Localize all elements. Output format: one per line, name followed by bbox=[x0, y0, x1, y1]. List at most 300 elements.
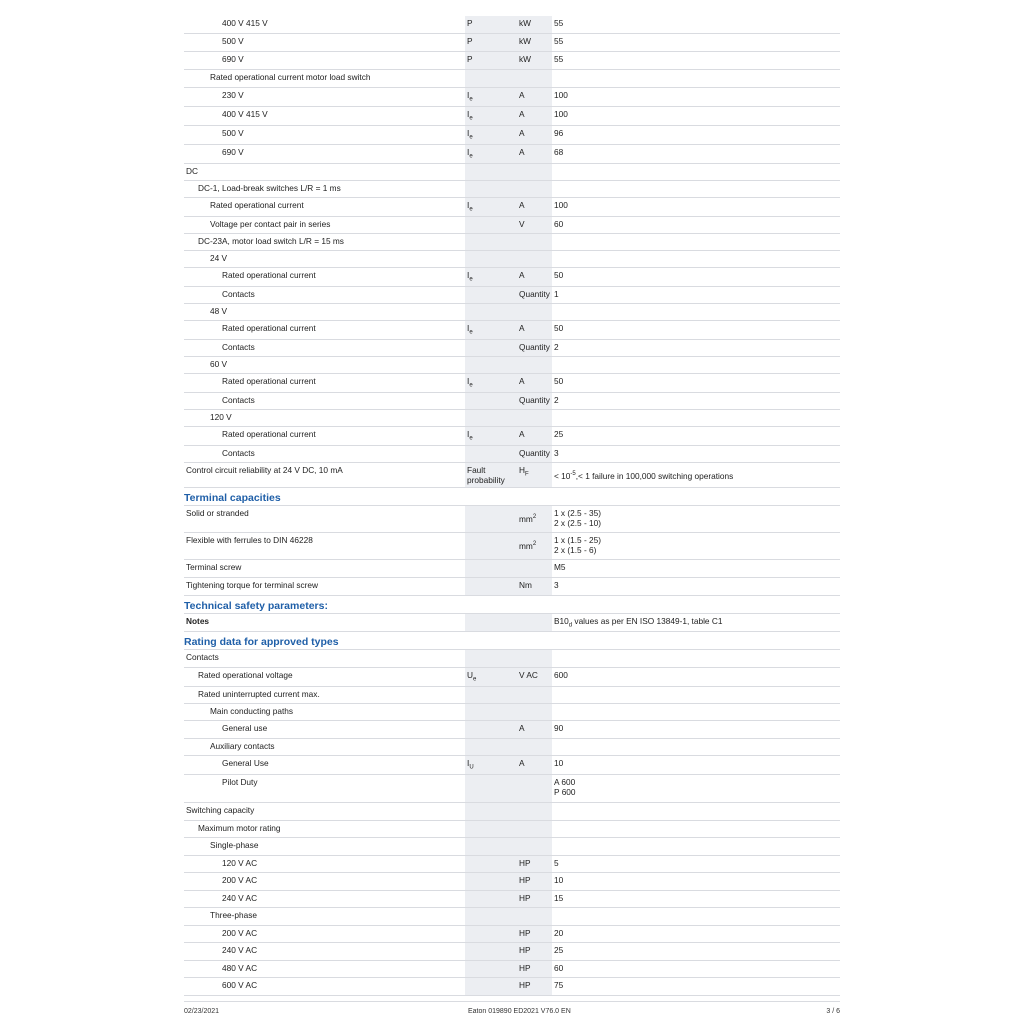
value-text: 5 bbox=[554, 858, 559, 868]
row-label: Three-phase bbox=[210, 910, 258, 920]
subscript: e bbox=[469, 329, 473, 336]
value-text: 2 bbox=[554, 395, 559, 405]
value-text: 96 bbox=[554, 128, 564, 138]
row-symbol bbox=[465, 506, 517, 532]
unit-text: HP bbox=[519, 875, 531, 885]
table-row bbox=[184, 52, 840, 70]
unit-text: kW bbox=[519, 18, 531, 28]
table-row bbox=[184, 578, 840, 596]
row-unit bbox=[517, 181, 552, 197]
unit-text: HP bbox=[519, 858, 531, 868]
table-row bbox=[184, 287, 840, 304]
row-value bbox=[552, 803, 840, 820]
row-unit bbox=[517, 340, 552, 356]
row-unit bbox=[517, 856, 552, 872]
value-text: 25 bbox=[554, 945, 564, 955]
unit-text: HP bbox=[519, 963, 531, 973]
row-unit bbox=[517, 943, 552, 960]
row-label: Rated uninterrupted current max. bbox=[198, 689, 320, 699]
row-value bbox=[552, 891, 840, 907]
row-unit bbox=[517, 961, 552, 977]
table-row bbox=[184, 88, 840, 107]
unit-text: H bbox=[519, 465, 525, 475]
row-unit bbox=[517, 427, 552, 445]
row-value bbox=[552, 961, 840, 977]
row-symbol bbox=[465, 357, 517, 373]
row-value bbox=[552, 775, 840, 802]
table-row bbox=[184, 614, 840, 632]
value-text: 1 x (2.5 - 35) bbox=[554, 508, 602, 518]
value-line-2: 2 x (1.5 - 6) bbox=[554, 545, 597, 555]
row-unit bbox=[517, 410, 552, 426]
symbol-text: P bbox=[467, 36, 473, 46]
unit-text: Quantity bbox=[519, 448, 550, 458]
value-tail: ,< 1 failure in 100,000 switching operations bbox=[575, 470, 734, 481]
value-text: 50 bbox=[554, 376, 564, 386]
row-unit bbox=[517, 393, 552, 409]
row-symbol bbox=[465, 775, 517, 802]
table-row bbox=[184, 873, 840, 891]
row-label: Contacts bbox=[186, 652, 219, 662]
row-value bbox=[552, 52, 840, 69]
row-unit bbox=[517, 34, 552, 51]
row-unit bbox=[517, 164, 552, 180]
row-label: Voltage per contact pair in series bbox=[210, 219, 331, 229]
table-row bbox=[184, 410, 840, 427]
row-label: Rated operational voltage bbox=[198, 670, 293, 680]
symbol-text: P bbox=[467, 18, 473, 28]
symbol-text: I bbox=[467, 323, 470, 333]
row-symbol bbox=[465, 668, 517, 686]
row-label: DC bbox=[186, 166, 198, 176]
row-value bbox=[552, 650, 840, 667]
table-row bbox=[184, 393, 840, 410]
value-text: 55 bbox=[554, 54, 564, 64]
row-unit bbox=[517, 926, 552, 942]
row-label: Rated operational current bbox=[222, 323, 316, 333]
row-value bbox=[552, 304, 840, 320]
row-label: Tightening torque for terminal screw bbox=[186, 580, 319, 590]
subscript: e bbox=[469, 115, 473, 122]
table-row bbox=[184, 891, 840, 908]
row-unit bbox=[517, 88, 552, 106]
table-row bbox=[184, 856, 840, 873]
row-symbol bbox=[465, 410, 517, 426]
row-value bbox=[552, 287, 840, 303]
section-heading-rating-data: Rating data for approved types bbox=[184, 632, 840, 650]
row-symbol bbox=[465, 961, 517, 977]
row-value bbox=[552, 126, 840, 144]
row-value bbox=[552, 943, 840, 960]
unit-text: HP bbox=[519, 945, 531, 955]
row-label: General Use bbox=[222, 758, 269, 768]
superscript: 2 bbox=[532, 514, 537, 520]
unit-text: A bbox=[519, 270, 525, 280]
row-value bbox=[552, 446, 840, 462]
row-symbol bbox=[465, 926, 517, 942]
row-value bbox=[552, 614, 840, 631]
row-symbol bbox=[465, 251, 517, 267]
row-value bbox=[552, 821, 840, 837]
unit-text: A bbox=[519, 147, 525, 157]
row-value bbox=[552, 668, 840, 686]
value-text: 1 x (1.5 - 25) bbox=[554, 535, 602, 545]
row-unit bbox=[517, 374, 552, 392]
row-unit bbox=[517, 775, 552, 802]
row-label: Rated operational current bbox=[222, 429, 316, 439]
symbol-text: I bbox=[467, 376, 470, 386]
unit-text: Quantity bbox=[519, 395, 550, 405]
unit-text: A bbox=[519, 200, 525, 210]
subscript: F bbox=[525, 471, 529, 478]
row-unit bbox=[517, 533, 552, 559]
row-unit bbox=[517, 704, 552, 720]
table-row bbox=[184, 533, 840, 560]
row-unit bbox=[517, 126, 552, 144]
row-label: Contacts bbox=[222, 395, 255, 405]
row-symbol bbox=[465, 181, 517, 197]
symbol-text: I bbox=[467, 429, 470, 439]
row-symbol bbox=[465, 891, 517, 907]
row-value bbox=[552, 427, 840, 445]
row-unit bbox=[517, 287, 552, 303]
symbol-text: P bbox=[467, 54, 473, 64]
row-symbol bbox=[465, 374, 517, 392]
row-symbol bbox=[465, 463, 517, 487]
row-value bbox=[552, 704, 840, 720]
row-value bbox=[552, 34, 840, 51]
row-unit bbox=[517, 756, 552, 774]
table-row bbox=[184, 268, 840, 287]
row-label: 690 V bbox=[222, 54, 244, 64]
value-text: 2 bbox=[554, 342, 559, 352]
table-row bbox=[184, 908, 840, 926]
row-label: Flexible with ferrules to DIN 46228 bbox=[186, 535, 313, 545]
row-symbol bbox=[465, 321, 517, 339]
row-label: Auxiliary contacts bbox=[210, 741, 275, 751]
subscript: e bbox=[469, 134, 473, 141]
row-label: Switching capacity bbox=[186, 805, 255, 815]
row-value bbox=[552, 739, 840, 755]
page-footer bbox=[184, 1001, 840, 1015]
row-label: 24 V bbox=[210, 253, 228, 263]
superscript: -5 bbox=[570, 471, 576, 477]
subscript: e bbox=[469, 435, 473, 442]
unit-text: mm bbox=[519, 540, 533, 551]
row-unit bbox=[517, 873, 552, 890]
table-row bbox=[184, 803, 840, 821]
technical-safety-table bbox=[184, 614, 840, 632]
row-value bbox=[552, 145, 840, 163]
rating-data-table bbox=[184, 650, 840, 996]
table-row bbox=[184, 70, 840, 88]
table-row bbox=[184, 16, 840, 34]
symbol-text: I bbox=[467, 128, 470, 138]
value-text: 100 bbox=[554, 90, 568, 100]
unit-text: A bbox=[519, 723, 525, 733]
value-text: 100 bbox=[554, 109, 568, 119]
symbol-text: Fault probability bbox=[467, 465, 505, 485]
value-text: 75 bbox=[554, 980, 564, 990]
table-row bbox=[184, 34, 840, 52]
symbol-text: I bbox=[467, 200, 470, 210]
table-row bbox=[184, 427, 840, 446]
row-unit bbox=[517, 891, 552, 907]
row-symbol bbox=[465, 739, 517, 755]
row-label: Maximum motor rating bbox=[198, 823, 281, 833]
table-row bbox=[184, 145, 840, 164]
row-symbol bbox=[465, 803, 517, 820]
row-unit bbox=[517, 217, 552, 233]
row-symbol bbox=[465, 560, 517, 577]
table-row bbox=[184, 978, 840, 996]
row-label: 400 V 415 V bbox=[222, 18, 268, 28]
unit-text: Quantity bbox=[519, 342, 550, 352]
row-symbol bbox=[465, 856, 517, 872]
value-text: 50 bbox=[554, 323, 564, 333]
subscript: e bbox=[469, 276, 473, 283]
row-symbol bbox=[465, 978, 517, 995]
row-unit bbox=[517, 304, 552, 320]
row-value bbox=[552, 16, 840, 33]
table-row bbox=[184, 838, 840, 856]
unit-text: A bbox=[519, 109, 525, 119]
row-symbol bbox=[465, 164, 517, 180]
value-text: 60 bbox=[554, 219, 564, 229]
row-value bbox=[552, 198, 840, 216]
unit-text: HP bbox=[519, 928, 531, 938]
spec-sheet bbox=[184, 16, 840, 996]
row-value bbox=[552, 268, 840, 286]
table-row bbox=[184, 821, 840, 838]
value-text: 68 bbox=[554, 147, 564, 157]
table-row bbox=[184, 775, 840, 803]
row-unit bbox=[517, 739, 552, 755]
row-label: Contacts bbox=[222, 289, 255, 299]
unit-text: mm bbox=[519, 513, 533, 524]
section-heading-terminal-capacities: Terminal capacities bbox=[184, 488, 840, 506]
table-row bbox=[184, 756, 840, 775]
table-row bbox=[184, 304, 840, 321]
row-label: Notes bbox=[186, 616, 210, 626]
table-row bbox=[184, 181, 840, 198]
table-row bbox=[184, 463, 840, 488]
row-unit bbox=[517, 721, 552, 738]
row-symbol bbox=[465, 304, 517, 320]
row-unit bbox=[517, 687, 552, 703]
row-value bbox=[552, 838, 840, 855]
table-row bbox=[184, 198, 840, 217]
row-value bbox=[552, 687, 840, 703]
row-label: DC-1, Load-break switches L/R = 1 ms bbox=[198, 183, 341, 193]
row-label: Contacts bbox=[222, 342, 255, 352]
row-unit bbox=[517, 198, 552, 216]
row-label: 200 V AC bbox=[222, 928, 258, 938]
row-label: Main conducting paths bbox=[210, 706, 294, 716]
value-text: 50 bbox=[554, 270, 564, 280]
row-label: Terminal screw bbox=[186, 562, 242, 572]
table-row bbox=[184, 650, 840, 668]
row-unit bbox=[517, 70, 552, 87]
value-text: 15 bbox=[554, 893, 564, 903]
unit-text: A bbox=[519, 90, 525, 100]
table-row bbox=[184, 943, 840, 961]
row-value bbox=[552, 756, 840, 774]
table-row bbox=[184, 164, 840, 181]
table-row bbox=[184, 926, 840, 943]
row-symbol bbox=[465, 393, 517, 409]
row-value bbox=[552, 340, 840, 356]
value-text: 20 bbox=[554, 928, 564, 938]
table-row bbox=[184, 560, 840, 578]
subscript: e bbox=[469, 382, 473, 389]
row-value bbox=[552, 578, 840, 595]
row-label: 600 V AC bbox=[222, 980, 258, 990]
row-label: Rated operational current bbox=[222, 270, 316, 280]
table-row bbox=[184, 251, 840, 268]
value-text: A 600 bbox=[554, 777, 576, 787]
row-symbol bbox=[465, 838, 517, 855]
table-row bbox=[184, 506, 840, 533]
row-value bbox=[552, 357, 840, 373]
row-value bbox=[552, 251, 840, 267]
unit-text: HP bbox=[519, 893, 531, 903]
row-value bbox=[552, 463, 840, 487]
row-symbol bbox=[465, 126, 517, 144]
row-value bbox=[552, 560, 840, 577]
table-row bbox=[184, 739, 840, 756]
footer-page-number: 3 / 6 bbox=[826, 1008, 840, 1015]
row-value bbox=[552, 107, 840, 125]
row-value bbox=[552, 873, 840, 890]
row-symbol bbox=[465, 614, 517, 631]
table-row bbox=[184, 340, 840, 357]
value-text: 25 bbox=[554, 429, 564, 439]
unit-text: V bbox=[519, 219, 525, 229]
row-label: 400 V 415 V bbox=[222, 109, 268, 119]
unit-text: kW bbox=[519, 36, 531, 46]
value-text: 3 bbox=[554, 580, 559, 590]
row-unit bbox=[517, 463, 552, 487]
unit-text: A bbox=[519, 429, 525, 439]
unit-text: kW bbox=[519, 54, 531, 64]
row-label: General use bbox=[222, 723, 268, 733]
row-value bbox=[552, 978, 840, 995]
row-value bbox=[552, 721, 840, 738]
row-label: Single-phase bbox=[210, 840, 259, 850]
row-symbol bbox=[465, 88, 517, 106]
row-label: Solid or stranded bbox=[186, 508, 249, 518]
row-label: 48 V bbox=[210, 306, 228, 316]
row-value bbox=[552, 181, 840, 197]
table-row bbox=[184, 687, 840, 704]
row-symbol bbox=[465, 198, 517, 216]
unit-text: A bbox=[519, 128, 525, 138]
row-symbol bbox=[465, 908, 517, 925]
row-symbol bbox=[465, 287, 517, 303]
subscript: e bbox=[469, 96, 473, 103]
row-unit bbox=[517, 357, 552, 373]
row-unit bbox=[517, 145, 552, 163]
row-unit bbox=[517, 234, 552, 250]
unit-text: A bbox=[519, 323, 525, 333]
value-text: 55 bbox=[554, 36, 564, 46]
row-symbol bbox=[465, 427, 517, 445]
symbol-text: I bbox=[467, 758, 470, 768]
row-value bbox=[552, 506, 840, 532]
row-unit bbox=[517, 251, 552, 267]
subscript: e bbox=[473, 676, 477, 683]
unit-text: V AC bbox=[519, 670, 538, 680]
value-text: 10 bbox=[554, 875, 564, 885]
table-row bbox=[184, 217, 840, 234]
row-symbol bbox=[465, 268, 517, 286]
section-heading-technical-safety: Technical safety parameters: bbox=[184, 596, 840, 614]
row-symbol bbox=[465, 70, 517, 87]
row-symbol bbox=[465, 446, 517, 462]
row-symbol bbox=[465, 34, 517, 51]
row-unit bbox=[517, 107, 552, 125]
row-unit bbox=[517, 578, 552, 595]
row-label: 690 V bbox=[222, 147, 244, 157]
ac-dc-ratings-table bbox=[184, 16, 840, 488]
row-value bbox=[552, 217, 840, 233]
row-label: Rated operational current motor load switch bbox=[210, 72, 371, 82]
unit-text: A bbox=[519, 376, 525, 386]
row-value bbox=[552, 164, 840, 180]
subscript: e bbox=[469, 206, 473, 213]
table-row bbox=[184, 107, 840, 126]
row-unit bbox=[517, 506, 552, 532]
row-unit bbox=[517, 614, 552, 631]
table-row bbox=[184, 321, 840, 340]
row-symbol bbox=[465, 107, 517, 125]
row-unit bbox=[517, 838, 552, 855]
value-text: M5 bbox=[554, 562, 566, 572]
table-row bbox=[184, 721, 840, 739]
symbol-text: I bbox=[467, 270, 470, 280]
row-symbol bbox=[465, 340, 517, 356]
row-symbol bbox=[465, 533, 517, 559]
value-text: 600 bbox=[554, 670, 568, 680]
unit-text: A bbox=[519, 758, 525, 768]
row-unit bbox=[517, 668, 552, 686]
unit-text: Nm bbox=[519, 580, 532, 590]
row-label: 120 V AC bbox=[222, 858, 258, 868]
row-symbol bbox=[465, 756, 517, 774]
table-row bbox=[184, 704, 840, 721]
table-row bbox=[184, 234, 840, 251]
table-row bbox=[184, 126, 840, 145]
subscript: d bbox=[568, 622, 573, 629]
superscript: 2 bbox=[532, 541, 537, 547]
row-unit bbox=[517, 821, 552, 837]
row-symbol bbox=[465, 821, 517, 837]
row-symbol bbox=[465, 943, 517, 960]
row-unit bbox=[517, 560, 552, 577]
row-label: 500 V bbox=[222, 128, 244, 138]
row-label: 480 V AC bbox=[222, 963, 258, 973]
subscript: U bbox=[469, 764, 474, 771]
row-value bbox=[552, 926, 840, 942]
row-unit bbox=[517, 908, 552, 925]
row-symbol bbox=[465, 704, 517, 720]
value-text: < 10 bbox=[554, 470, 571, 481]
value-text: 10 bbox=[554, 758, 564, 768]
unit-text: Quantity bbox=[519, 289, 550, 299]
row-unit bbox=[517, 16, 552, 33]
table-row bbox=[184, 668, 840, 687]
